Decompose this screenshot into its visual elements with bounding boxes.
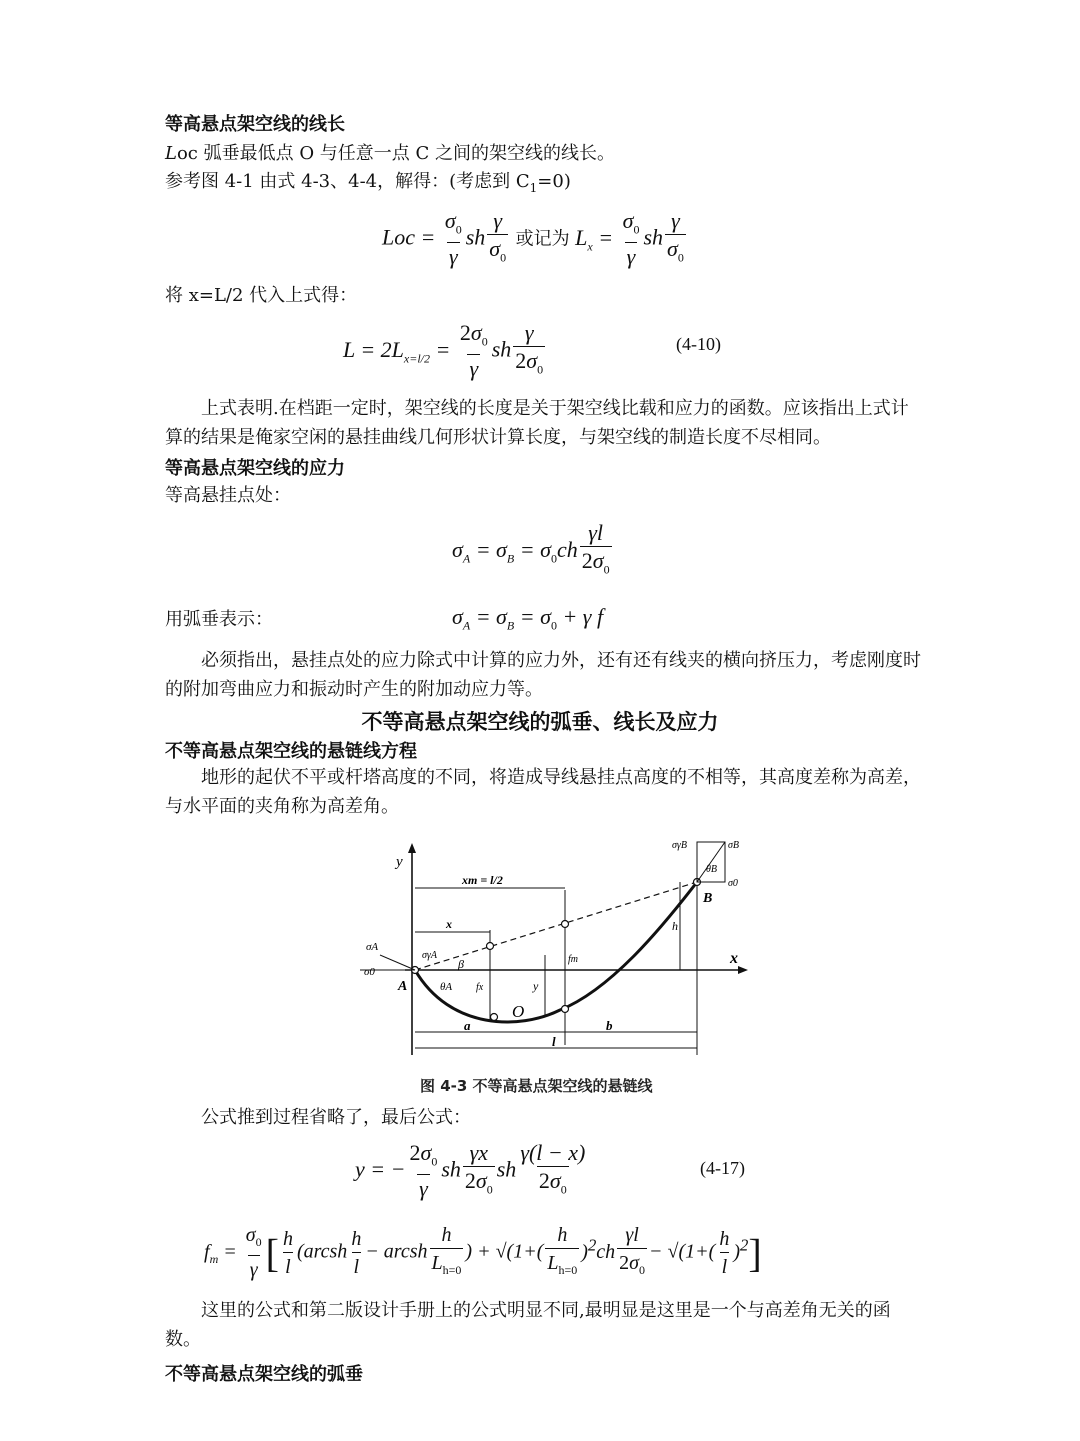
equation-number-4-10: (4-10) <box>676 334 721 354</box>
point-on-curve <box>491 1014 498 1021</box>
label-b-dim: b <box>606 1018 613 1033</box>
paragraph-height-difference: 地形的起伏不平或杆塔高度的不同，将造成导线悬挂点高度的不相等，其高度差称为高差，与水平面的夹角称为高差角。 <box>165 767 921 817</box>
label-beta: β <box>458 957 464 971</box>
y-axis-arrow <box>408 843 416 853</box>
equation-fm: $f_m$ = $\frac{\sigma_0}{\gamma}$ [ $\frac{h}{l}$ (arcsh $\frac{h}{l}$ − arcsh $\frac{h}{L_{h=0}}$ ) + √(1+( $\frac{h}{L_{h=0}}$ )$^2$ch $\frac{\gamma l}{2\sigma_0}$ − √(1+( $\frac{h}{l}$ )$^2$] <box>204 1222 762 1284</box>
label-fx: fx <box>476 982 484 993</box>
label-sigma-yb: σγB <box>672 840 687 851</box>
label-sigma0-right: σ0 <box>728 878 738 889</box>
label-y-dim: y <box>533 979 539 993</box>
text-loc-definition <box>165 140 615 168</box>
equation-length: $L = 2L_{x=l/2}$ = $\frac{2\sigma_0}{\gamma}$ sh $\frac{\gamma}{2\sigma_0}$ <box>343 320 544 382</box>
equation-stress-sag: $\sigma_A = \sigma_B = \sigma_0 + \gamma$ f <box>452 604 604 633</box>
label-l-dim: l <box>552 1034 556 1049</box>
catenary-curve <box>415 882 697 1022</box>
text-reference <box>165 168 571 202</box>
text-sag-expression: 用弧垂表示： <box>165 609 273 630</box>
label-h: h <box>672 919 678 933</box>
text-suspension-point: 等高悬挂点处： <box>165 485 291 506</box>
label-point-a: A <box>398 979 408 994</box>
label-theta-a: θA <box>440 981 453 993</box>
label-sigma-ya: σγA <box>422 950 437 961</box>
section-heading-stress: 等高悬点架空线的应力 <box>165 458 345 479</box>
midpoint-on-chord <box>562 921 569 928</box>
label-sigma-b: σB <box>728 840 740 851</box>
text-substitute: 将 x=L/2 代入上式得： <box>165 285 358 306</box>
paragraph-stress-note: 必须指出，悬挂点处的应力除式中计算的应力外，还有还有线夹的横向挤压力，考虑刚度时的附加弯曲应力和振动时产生的附加动应力等。 <box>165 650 921 700</box>
reference-text: 参考图 4-1 由式 4-3、4-4，解得：(考虑到 C <box>165 171 530 192</box>
equation-number-4-17: (4-17) <box>700 1158 745 1178</box>
equation-catenary-y: y = − $\frac{2\sigma_0}{\gamma}$ sh $\frac{\gamma x}{2\sigma_0}$ sh $\frac{\gamma(l - x)}{2\sigma_0}$ <box>355 1140 586 1202</box>
equation-stress-ch: $\sigma_A = \sigma_B = \sigma_0ch$ $\frac{\gamma l}{2\sigma_0}$ <box>452 520 614 583</box>
label-x-dim: x <box>446 917 452 931</box>
label-xm: xm = l/2 <box>462 873 503 887</box>
reference-subscript: 1 <box>529 181 538 195</box>
text-formula-intro: 公式推到过程省略了，最后公式： <box>201 1107 471 1128</box>
label-sigma0-left: σ0 <box>364 966 375 978</box>
label-point-b: B <box>703 891 713 906</box>
label-theta-b: θB <box>706 864 718 875</box>
label-y-axis: y <box>396 854 403 870</box>
loc-definition-text: oc 弧垂最低点 O 与任意一点 C 之间的架空线的线长。 <box>176 143 616 164</box>
loc-symbol: L <box>165 143 177 164</box>
label-x-axis: x <box>730 950 738 967</box>
force-vector-a <box>380 955 415 970</box>
paragraph-formula-difference: 这里的公式和第二版设计手册上的公式明显不同,最明显是这里是一个与高差角无关的函数。 <box>165 1300 891 1350</box>
equation-loc: Loc = $\frac{\sigma_0}{\gamma}$ sh $\frac{\gamma}{\sigma_0}$ 或记为 $L_x$ = $\frac{\sigma_0}{\gamma}$ sh $\frac{\gamma}{\sigma_0}$ <box>382 208 684 270</box>
paragraph-length-note: 上式表明.在档距一定时，架空线的长度是关于架空线比载和应力的函数。应该指出上式计算的结果是俺家空闲的悬挂曲线几何形状计算长度，与架空线的制造长度不尽相同。 <box>165 398 909 448</box>
chapter-heading-unequal: 不等高悬点架空线的弧垂、线长及应力 <box>361 710 719 734</box>
label-sigma-a: σA <box>366 941 379 953</box>
equation-or-label: 或记为 <box>515 228 570 250</box>
x-axis-arrow <box>738 966 748 974</box>
figure-caption: 图 4-3 不等高悬点架空线的悬链线 <box>420 1077 653 1095</box>
reference-end: =0) <box>537 171 571 192</box>
section-heading-sag: 不等高悬点架空线的弧垂 <box>165 1364 363 1385</box>
force-diagonal-b <box>697 842 725 882</box>
label-fm: fm <box>568 954 578 965</box>
midpoint-on-curve <box>562 1006 569 1013</box>
section-heading-catenary: 不等高悬点架空线的悬链线方程 <box>165 741 417 762</box>
label-a-dim: a <box>464 1018 471 1033</box>
catenary-figure <box>360 830 770 1060</box>
label-point-o: O <box>512 1002 525 1021</box>
point-on-chord <box>487 943 494 950</box>
section-heading-length: 等高悬点架空线的线长 <box>165 114 345 135</box>
